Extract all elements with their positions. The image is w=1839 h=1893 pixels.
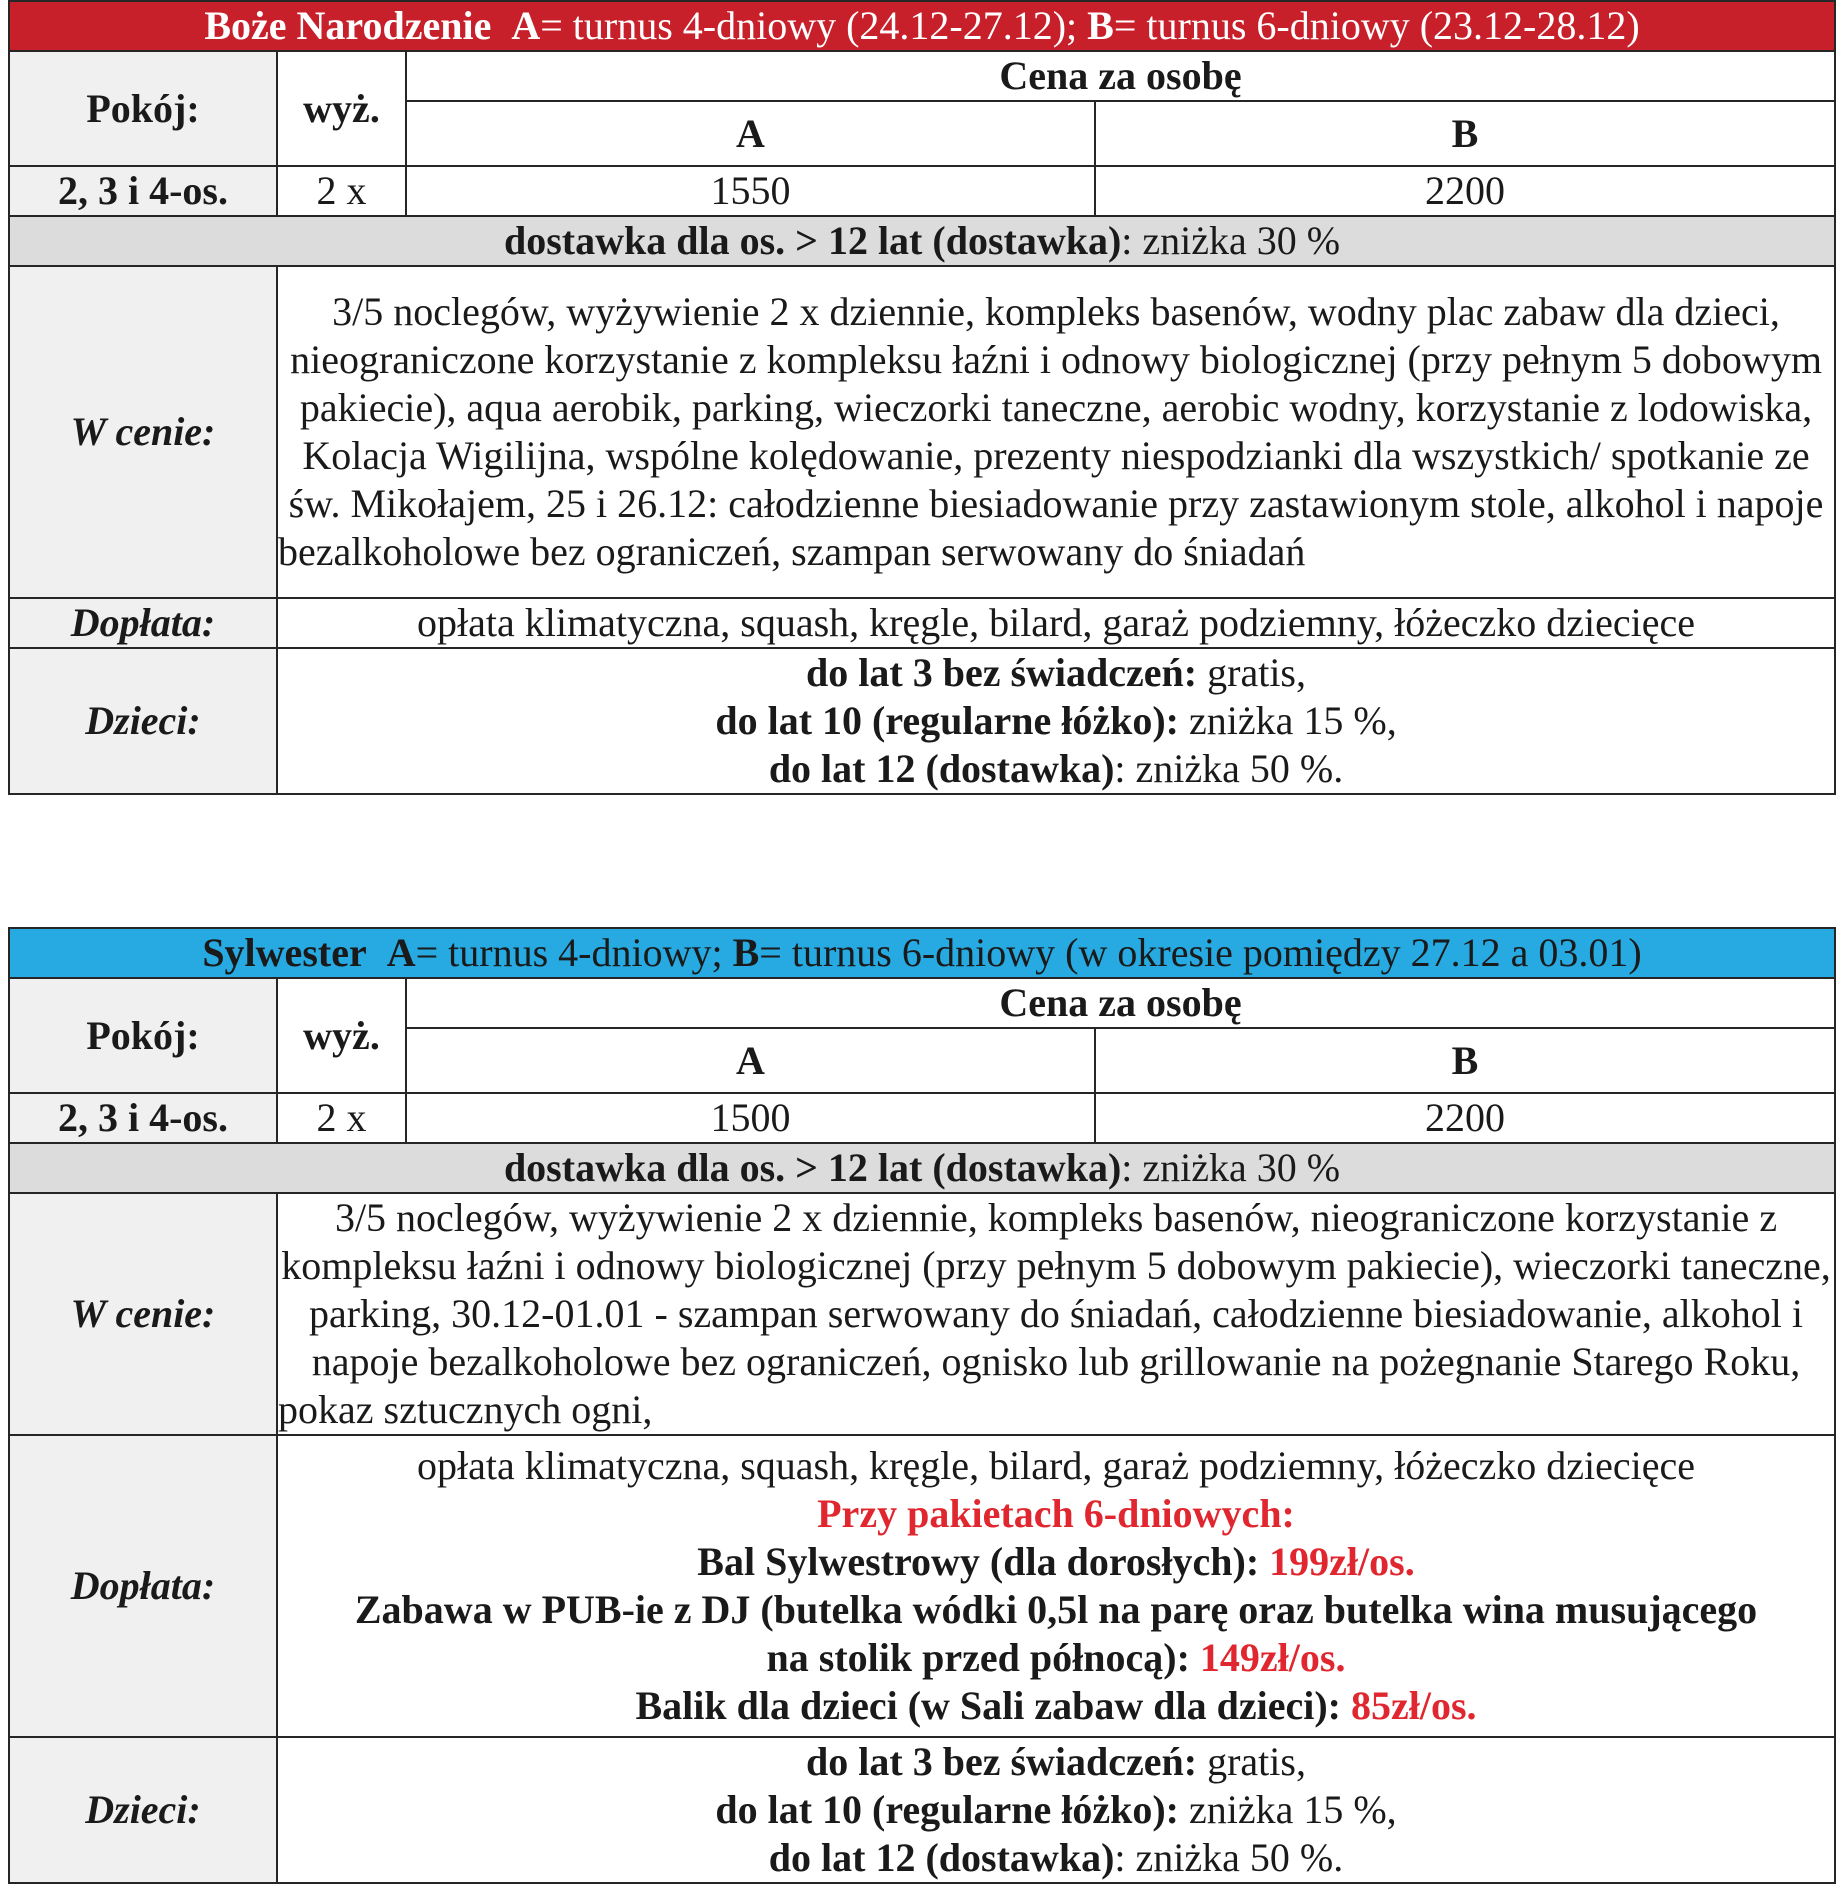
included-label: W cenie: bbox=[9, 266, 277, 598]
col-price-header: Cena za osobę bbox=[406, 51, 1835, 101]
surcharge-details bbox=[277, 1435, 1835, 1737]
christmas-price-table bbox=[8, 0, 1836, 795]
newyear-children-row bbox=[9, 1737, 1835, 1883]
children-discount-line: do lat 10 (regularne łóżko): zniżka 15 %, bbox=[715, 1787, 1397, 1832]
room-type: 2, 3 i 4-os. bbox=[9, 166, 277, 216]
meals-value: 2 x bbox=[277, 166, 406, 216]
pub-offer-line-2: na stolik przed północą): 149zł/os. bbox=[766, 1635, 1346, 1680]
newyear-title-row bbox=[9, 928, 1835, 978]
children-label: Dzieci: bbox=[9, 648, 277, 794]
christmas-included-row bbox=[9, 266, 1835, 598]
newyear-extra-bed-row bbox=[9, 1143, 1835, 1193]
extra-bed-discount: dostawka dla os. > 12 lat (dostawka): zniżka 30 % bbox=[9, 1143, 1835, 1193]
pub-offer-line-1: Zabawa w PUB-ie z DJ (butelka wódki 0,5l na parę oraz butelka wina musującego bbox=[354, 1587, 1758, 1632]
included-text: 3/5 noclegów, wyżywienie 2 x dziennie, kompleks basenów, nieograniczone korzystanie z kompleksu łaźni i odnowy biologicznej (przy pełnym 5 dobowym pakiecie), wieczorki taneczne, parking, 30.12-01.01 - szampan serwowany do śniadań, całodzienne biesiadowanie, alkohol i napoje bezalkoholowe bez ograniczeń, ognisko lub grillowanie na pożegnanie Starego Roku, pokaz sztucznych ogni, bbox=[277, 1193, 1835, 1435]
price-b: 2200 bbox=[1095, 1093, 1835, 1143]
surcharge-label: Dopłata: bbox=[9, 598, 277, 648]
children-discount-line: do lat 12 (dostawka): zniżka 50 %. bbox=[768, 746, 1344, 791]
christmas-title-row bbox=[9, 1, 1835, 51]
children-label: Dzieci: bbox=[9, 1737, 277, 1883]
children-discount-line: do lat 3 bez świadczeń: gratis, bbox=[806, 1739, 1306, 1784]
included-text: 3/5 noclegów, wyżywienie 2 x dziennie, kompleks basenów, wodny plac zabaw dla dzieci, nieograniczone korzystanie z kompleksu łaźni i odnowy biologicznej (przy pełnym 5 dobowym pakiecie), aqua aerobik, parking, wieczorki taneczne, aerobic wodny, korzystanie z lodowiska, Kolacja Wigilijna, wspólne kolędowanie, prezenty niespodzianki dla wszystkich/ spotkanie ze św. Mikołajem, 25 i 26.12: całodzienne biesiadowanie przy zastawionym stole, alkohol i napoje bezalkoholowe bez ograniczeń, szampan serwowany do śniadań bbox=[277, 266, 1835, 598]
christmas-extra-bed-row bbox=[9, 216, 1835, 266]
price-a: 1550 bbox=[406, 166, 1095, 216]
newyear-title: Sylwester A= turnus 4-dniowy; B= turnus 6-dniowy (w okresie pomiędzy 27.12 a 03.01) bbox=[9, 928, 1835, 978]
ball-offer: Bal Sylwestrowy (dla dorosłych): 199zł/os. bbox=[697, 1539, 1415, 1584]
price-b: 2200 bbox=[1095, 166, 1835, 216]
col-b-header: B bbox=[1095, 101, 1835, 166]
newyear-surcharge-row bbox=[9, 1435, 1835, 1737]
children-discount-line: do lat 12 (dostawka): zniżka 50 %. bbox=[768, 1835, 1344, 1880]
col-a-header: A bbox=[406, 101, 1095, 166]
newyear-included-row bbox=[9, 1193, 1835, 1435]
surcharge-text: opłata klimatyczna, squash, kręgle, bilard, garaż podziemny, łóżeczko dziecięce bbox=[417, 1443, 1695, 1488]
children-discount-line: do lat 10 (regularne łóżko): zniżka 15 %, bbox=[715, 698, 1397, 743]
newyear-price-table bbox=[8, 927, 1836, 1884]
col-room-header: Pokój: bbox=[9, 51, 277, 166]
children-discounts bbox=[277, 648, 1835, 794]
surcharge-text: opłata klimatyczna, squash, kręgle, bilard, garaż podziemny, łóżeczko dziecięce bbox=[277, 598, 1835, 648]
included-label: W cenie: bbox=[9, 1193, 277, 1435]
extra-bed-discount: dostawka dla os. > 12 lat (dostawka): zniżka 30 % bbox=[9, 216, 1835, 266]
col-b-header: B bbox=[1095, 1028, 1835, 1093]
col-price-header: Cena za osobę bbox=[406, 978, 1835, 1028]
col-a-header: A bbox=[406, 1028, 1095, 1093]
newyear-header-row-1 bbox=[9, 978, 1835, 1028]
christmas-title: Boże Narodzenie A= turnus 4-dniowy (24.12-27.12); B= turnus 6-dniowy (23.12-28.12) bbox=[9, 1, 1835, 51]
surcharge-label: Dopłata: bbox=[9, 1435, 277, 1737]
price-a: 1500 bbox=[406, 1093, 1095, 1143]
col-meals-header: wyż. bbox=[277, 51, 406, 166]
christmas-header-row-1 bbox=[9, 51, 1835, 101]
col-meals-header: wyż. bbox=[277, 978, 406, 1093]
meals-value: 2 x bbox=[277, 1093, 406, 1143]
package-heading: Przy pakietach 6-dniowych: bbox=[817, 1491, 1295, 1536]
kids-ball-offer: Balik dla dzieci (w Sali zabaw dla dzieci): 85zł/os. bbox=[635, 1683, 1477, 1728]
christmas-surcharge-row bbox=[9, 598, 1835, 648]
children-discounts bbox=[277, 1737, 1835, 1883]
children-discount-line: do lat 3 bez świadczeń: gratis, bbox=[806, 650, 1306, 695]
newyear-price-row bbox=[9, 1093, 1835, 1143]
christmas-children-row bbox=[9, 648, 1835, 794]
christmas-price-row bbox=[9, 166, 1835, 216]
col-room-header: Pokój: bbox=[9, 978, 277, 1093]
room-type: 2, 3 i 4-os. bbox=[9, 1093, 277, 1143]
